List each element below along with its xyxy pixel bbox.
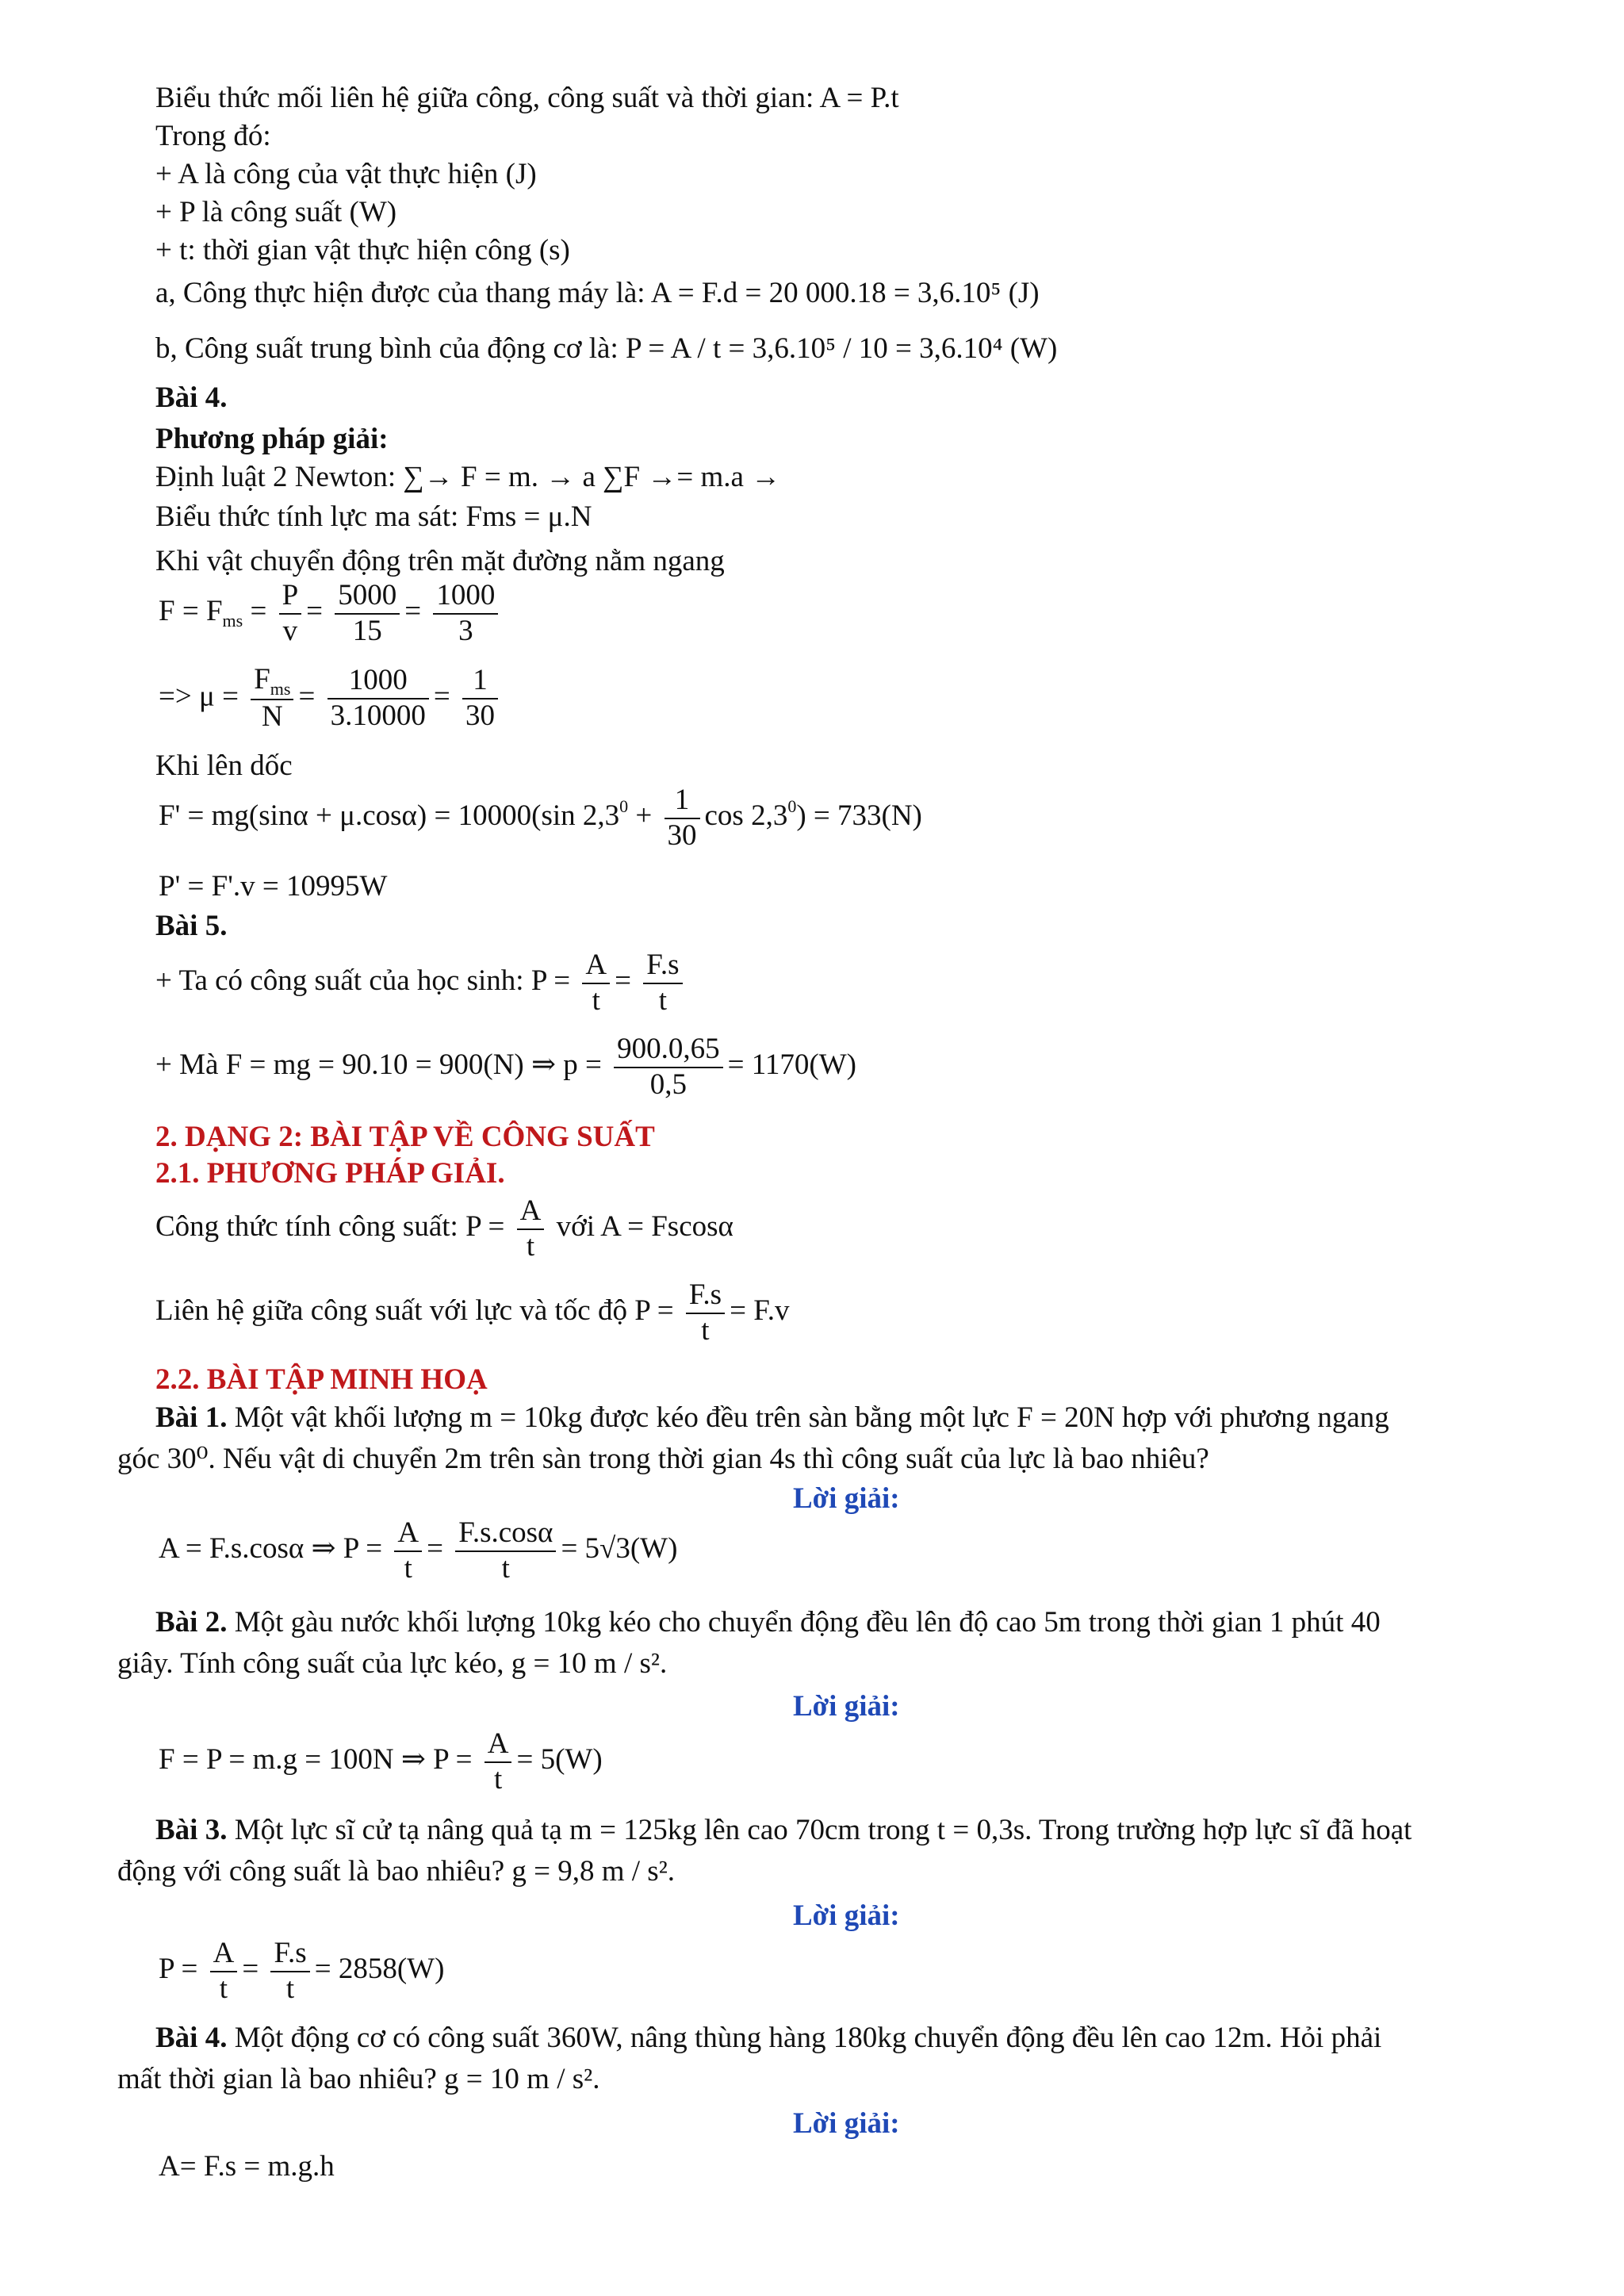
fraction: $\frac{F.s}{t}$: [643, 949, 682, 1018]
text-line: b, Công suất trung bình của động cơ là: P = A / t = 3,6.10⁵ / 10 = 3,6.10⁴ (W): [155, 332, 1058, 365]
text-line: + t: thời gian vật thực hiện công (s): [155, 234, 570, 266]
exercise-2-solution: F = P = m.g = 100N ⇒ P = $\frac{A}{t}$ = 5(W): [159, 1727, 603, 1796]
exercise-4-statement: Bài 4. Một động cơ có công suất 360W, nâng thùng hàng 180kg chuyển động đều lên cao 12m. Hỏi phải: [155, 2022, 1382, 2054]
exercise-1-statement: góc 30⁰. Nếu vật di chuyển 2m trên sàn trong thời gian 4s thì công suất của lực là bao nhiêu?: [117, 1443, 1209, 1475]
text-line: Định luật 2 Newton: ∑→ F = m. → a ∑F →= m.a →: [155, 461, 781, 493]
fraction: $\frac{1000}{3}$: [433, 579, 498, 648]
formula-slope-force: F' = mg(sinα + μ.cosα) = 10000(sin $2,3^0$ + $\frac{1}{30}$ $\cos 2,3^0) = 733(N)$: [159, 784, 922, 852]
fraction: $\frac{P}{v}$: [279, 579, 302, 648]
fraction: $\frac{900.0,65}{0,5}$: [614, 1033, 723, 1102]
heading-phuong-phap: 2.1. PHƯƠNG PHÁP GIẢI.: [155, 1157, 505, 1190]
formula-text: => μ =: [159, 680, 239, 713]
text-line: + P là công suất (W): [155, 196, 397, 228]
fraction: $\frac{1}{30}$: [665, 784, 700, 853]
exercise-3-statement: Bài 3. Một lực sĩ cử tạ nâng quả tạ m = 125kg lên cao 70cm trong t = 0,3s. Trong trường hợp lực sĩ đã hoạt: [155, 1814, 1412, 1846]
solution-label: Lời giải:: [793, 1482, 900, 1515]
exercise-1-statement: Bài 1. Một vật khối lượng m = 10kg được kéo đều trên sàn bằng một lực F = 20N hợp với phương ngang: [155, 1401, 1389, 1434]
fraction: $\frac{1}{30}$: [462, 664, 498, 733]
fraction: $\frac{F.s}{t}$: [270, 1937, 309, 2006]
exercise-3-statement: động với công suất là bao nhiêu? g = 9,8 m / s².: [117, 1855, 676, 1888]
formula-friction-force: $F = F_{ms}$ = $\frac{P}{v}$ = $\frac{5000}{15}$ = $\frac{1000}{3}$: [159, 579, 503, 648]
fraction: $\frac{A}{t}$: [394, 1516, 422, 1585]
formula-student-result: + Mà F = mg = 90.10 = 900(N) ⇒ p = $\frac{900.0,65}{0,5}$ = 1170(W): [155, 1033, 856, 1101]
heading-bai-tap: 2.2. BÀI TẬP MINH HOẠ: [155, 1363, 488, 1396]
text-line: Trong đó:: [155, 120, 271, 152]
formula-power-velocity: Liên hệ giữa công suất với lực và tốc độ P = $\frac{F.s}{t}$ = F.v: [155, 1278, 790, 1347]
text-line: Biểu thức tính lực ma sát: Fms = μ.N: [155, 500, 592, 533]
formula-friction-coefficient: => μ = $\frac{F_{ms}}{N}$ = $\frac{1000}{3.10000}$ = $\frac{1}{30}$: [159, 663, 503, 734]
fraction: $\frac{F_{ms}}{N}$: [251, 663, 293, 734]
solution-label: Lời giải:: [793, 2107, 900, 2140]
fraction: $\frac{A}{t}$: [210, 1937, 238, 2006]
section-title: Bài 4.: [155, 381, 228, 414]
fraction: $\frac{1000}{3.10000}$: [327, 664, 429, 733]
fraction: $\frac{5000}{15}$: [335, 579, 400, 648]
exercise-3-solution: P = $\frac{A}{t}$ = $\frac{F.s}{t}$ = 2858(W): [159, 1937, 445, 2005]
text-line: + A là công của vật thực hiện (J): [155, 158, 537, 190]
formula-student-power: + Ta có công suất của học sinh: P = $\frac{A}{t}$ = $\frac{F.s}{t}$: [155, 949, 688, 1018]
fraction: $\frac{A}{t}$: [517, 1194, 545, 1263]
exercise-2-statement: giây. Tính công suất của lực kéo, g = 10 m / s².: [117, 1647, 668, 1680]
fraction: $\frac{A}{t}$: [485, 1727, 512, 1796]
text-line: a, Công thực hiện được của thang máy là: A = F.d = 20 000.18 = 3,6.10⁵ (J): [155, 277, 1040, 309]
section-title: Bài 5.: [155, 910, 228, 942]
exercise-4-statement: mất thời gian là bao nhiêu? g = 10 m / s².: [117, 2063, 600, 2095]
formula-slope-power: P' = F'.v = 10995W: [159, 870, 388, 903]
text-line: Khi vật chuyển động trên mặt đường nằm ngang: [155, 545, 725, 577]
heading-dang-2: 2. DẠNG 2: BÀI TẬP VỀ CÔNG SUẤT: [155, 1121, 655, 1153]
text-line: Khi lên dốc: [155, 749, 293, 782]
formula-text: F = F: [159, 595, 223, 628]
section-title: Phương pháp giải:: [155, 423, 389, 455]
solution-label: Lời giải:: [793, 1690, 900, 1723]
fraction: $\frac{A}{t}$: [582, 949, 610, 1018]
fraction: $\frac{F.s.\cos\alpha}{t}$: [455, 1516, 556, 1585]
exercise-1-solution: A = F.s.cosα ⇒ P = $\frac{A}{t}$ = $\frac{F.s.\cos\alpha}{t}$ = 5√3(W): [159, 1516, 678, 1585]
subscript: ms: [222, 611, 243, 631]
formula-power-definition: Công thức tính công suất: P = $\frac{A}{t}$ với A = Fscosα: [155, 1194, 733, 1263]
exercise-4-solution: A= F.s = m.g.h: [159, 2150, 335, 2183]
fraction: $\frac{F.s}{t}$: [686, 1278, 725, 1347]
text-line: Biểu thức mối liên hệ giữa công, công suất và thời gian: A = P.t: [155, 82, 899, 114]
solution-label: Lời giải:: [793, 1899, 900, 1932]
exercise-2-statement: Bài 2. Một gàu nước khối lượng 10kg kéo cho chuyển động đều lên độ cao 5m trong thời gian 1 phút 40: [155, 1606, 1381, 1639]
